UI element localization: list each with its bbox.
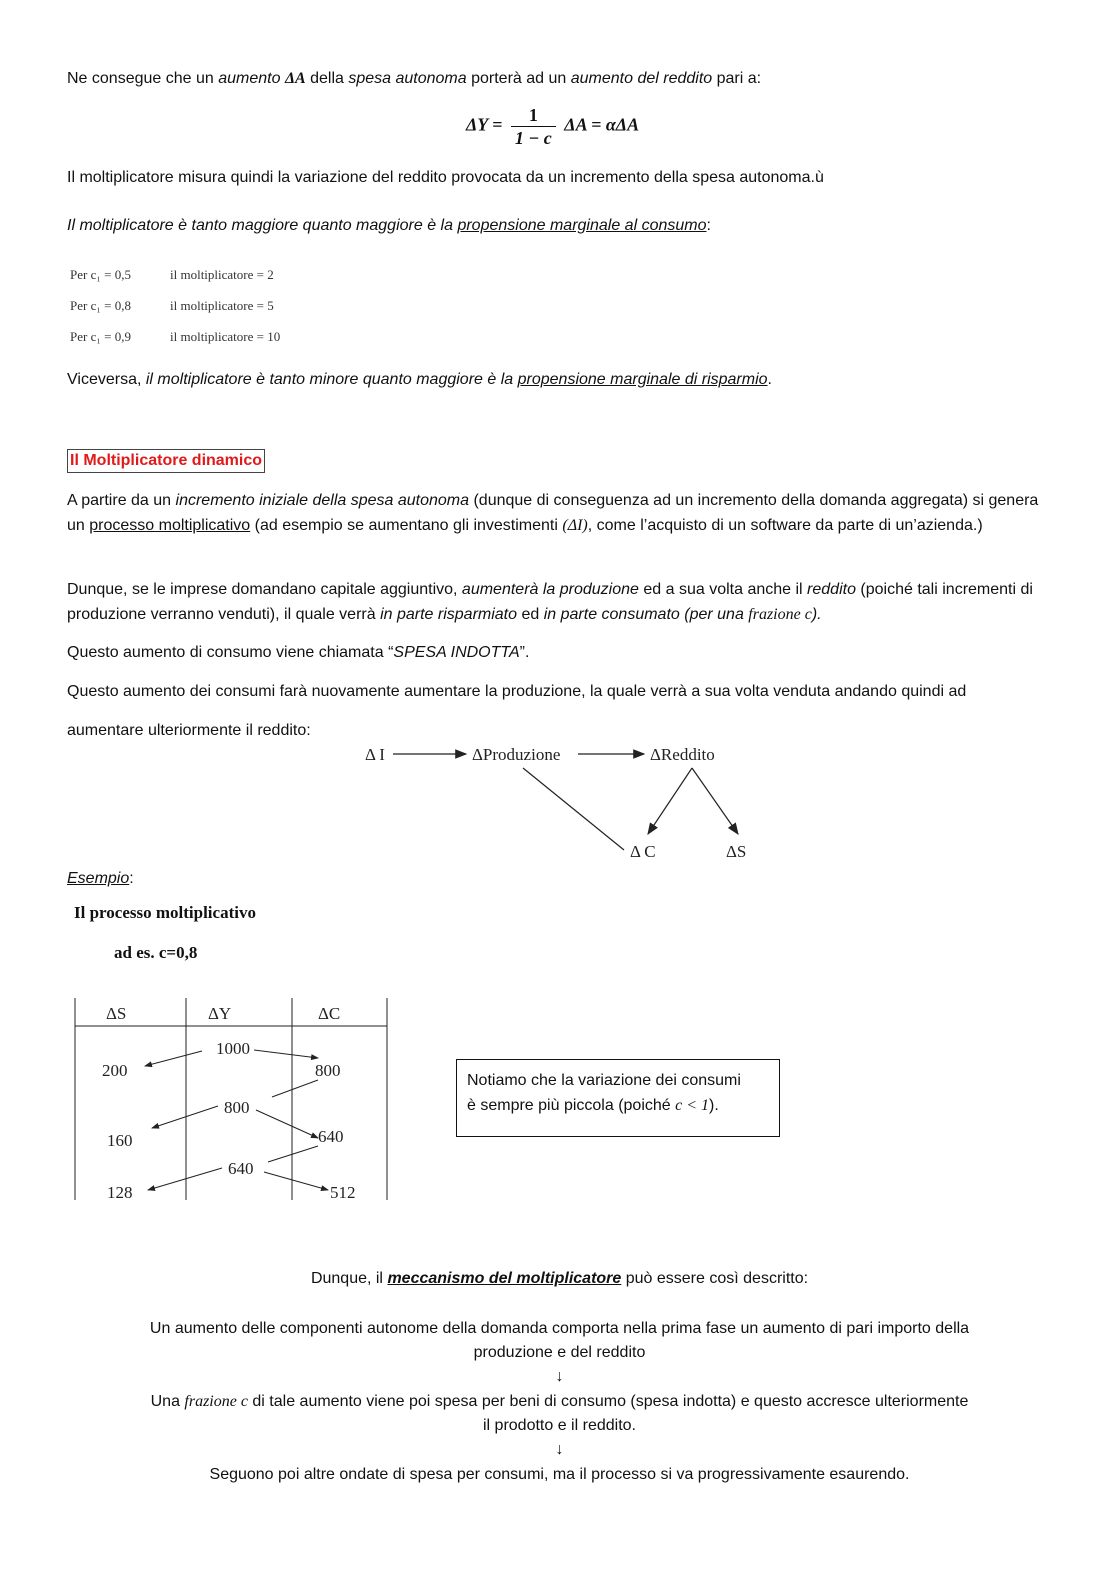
flow-delta-s: ΔS (726, 842, 747, 861)
process-title: Il processo moltiplicativo (74, 903, 256, 922)
multiplier-row: Per c₁ = 0,9 il moltiplicatore = 10 (70, 329, 281, 344)
step-3: Seguono poi altre ondate di spesa per consumi, ma il processo si va progressivamente esaurendo. (209, 1466, 910, 1483)
process-table (0, 990, 420, 1210)
multiplier-formula: ΔY = $\frac{1}{1 - c}$ ΔA = αΔA (466, 105, 640, 148)
s-value: 160 (107, 1131, 133, 1150)
c-value: 640 (318, 1127, 344, 1146)
example-label: Esempio: (67, 870, 134, 887)
header-delta-s: ΔS (106, 1004, 127, 1023)
paragraph-consumption-increase-cont: aumentare ulteriormente il reddito: (67, 722, 311, 739)
y-value: 640 (228, 1159, 254, 1178)
paragraph-induced-spending: Questo aumento di consumo viene chiamata “SPESA INDOTTA”. (67, 644, 530, 661)
paragraph-multiplier-consumption: Il moltiplicatore è tanto maggiore quanto maggiore è la propensione marginale al consumo: (67, 217, 711, 234)
note-box: Notiamo che la variazione dei consumi è sempre più piccola (poiché c < 1). (456, 1059, 780, 1137)
c-value: 800 (315, 1061, 341, 1080)
section-heading: Il Moltiplicatore dinamico (67, 449, 265, 473)
header-delta-c: ΔC (318, 1004, 341, 1023)
process-subtitle: ad es. c=0,8 (114, 943, 198, 962)
intro-paragraph: Ne consegue che un aumento ΔA della spesa autonoma porterà ad un aumento del reddito pari a: (67, 70, 762, 87)
flow-delta-i: Δ I (365, 745, 385, 764)
paragraph-multiplier-measure: Il moltiplicatore misura quindi la variazione del reddito provocata da un incremento della spesa autonoma.ù (67, 169, 824, 186)
down-arrow: ↓ (555, 1368, 564, 1385)
down-arrow: ↓ (555, 1441, 564, 1458)
step-2: Una frazione c di tale aumento viene poi spesa per beni di consumo (spesa indotta) e questo accresce ulteriormente (150, 1393, 969, 1410)
header-delta-y: ΔY (208, 1004, 232, 1023)
y-value: 1000 (216, 1039, 250, 1058)
formula-fraction: $\frac{1}{1 - c}$ (511, 104, 556, 149)
y-value: 800 (224, 1098, 250, 1117)
flow-arrow (692, 768, 738, 834)
s-value: 128 (107, 1183, 133, 1202)
s-value: 200 (102, 1061, 128, 1080)
step-1: Un aumento delle componenti autonome della domanda comporta nella prima fase un aumento di pari importo della (149, 1320, 970, 1337)
multiplier-row: Per c₁ = 0,8 il moltiplicatore = 5 (70, 298, 274, 313)
paragraph-dynamic-start: A partire da un incremento iniziale della spesa autonoma (dunque di conseguenza ad un incremento della domanda aggregata) si genera un processo moltiplicativo (ad esempio se aumentano gli investimenti (ΔI), come l’acquisto di un software da parte di un’azienda.) (67, 492, 1039, 534)
flow-line (523, 768, 624, 850)
flow-delta-c: Δ C (630, 842, 656, 861)
paragraph-savings: Viceversa, il moltiplicatore è tanto minore quanto maggiore è la propensione marginale di risparmio. (67, 371, 772, 388)
c-value: 512 (330, 1183, 356, 1202)
mechanism-intro: Dunque, il meccanismo del moltiplicatore può essere così descritto: (310, 1270, 809, 1287)
flow-delta-produzione: ΔProduzione (472, 745, 561, 764)
flow-delta-reddito: ΔReddito (650, 745, 715, 764)
step-1-cont: produzione e del reddito (473, 1344, 646, 1361)
paragraph-production: Dunque, se le imprese domandano capitale aggiuntivo, aumenterà la produzione ed a sua volta anche il reddito (poiché tali incrementi di produzione verranno venduti), il quale verrà in parte risparmiato ed in parte consumato (per una frazione c). (67, 581, 1033, 623)
multiplier-row: Per c₁ = 0,5 il moltiplicatore = 2 (70, 267, 274, 282)
paragraph-consumption-increase: Questo aumento dei consumi farà nuovamente aumentare la produzione, la quale verrà a sua volta venduta andando quindi ad (67, 683, 967, 700)
flow-arrow (648, 768, 692, 834)
step-2-cont: il prodotto e il reddito. (483, 1417, 636, 1434)
